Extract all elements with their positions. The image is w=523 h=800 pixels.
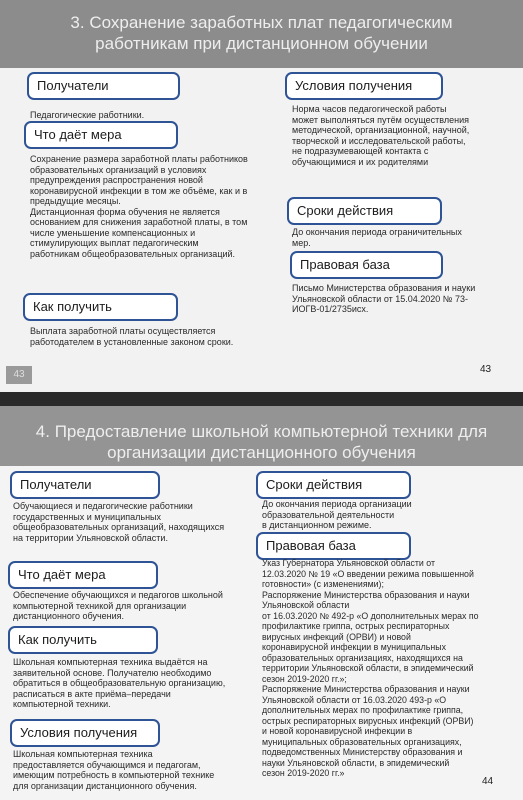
how-label: Как получить	[23, 293, 178, 321]
page-number: 44	[482, 776, 494, 787]
how-text: Выплата заработной платы осуществляется работодателем в установленные законом сроки.	[30, 326, 234, 347]
slide-title: 4. Предоставление школьной компьютерной техники для организации дистанционного обучения	[35, 422, 488, 462]
slide-divider	[0, 392, 523, 406]
recipients-text: Обучающиеся и педагогические работники государственных и муниципальных общеобразовательных организаций, находящихся на территории Ульяновской области.	[13, 501, 225, 543]
terms-text: До окончания периода ограничительных мер.	[292, 227, 462, 248]
page-number: 43	[480, 364, 492, 375]
conditions-text: Норма часов педагогической работы может выполняться путём осуществления методической, организационной, научной, творческой и исследовательской работы, не подразумевающей контакта с обучающимися и их родителями	[292, 104, 470, 167]
what-text: Обеспечение обучающихся и педагогов школьной компьютерной техникой для организации дистанционного обучения.	[13, 590, 223, 621]
slide-44	[0, 406, 523, 800]
conditions-label: Условия получения	[10, 719, 160, 747]
legal-label: Правовая база	[290, 251, 443, 279]
recipients-label: Получатели	[27, 72, 180, 100]
what-label: Что даёт мера	[8, 561, 158, 589]
what-text: Сохранение размера заработной платы работников образовательных организаций в условиях предупреждения распространения новой коронавирусной инфекции в том же объёме, как и в предыдущие месяцы. Дистанционная форма обучения не является основанием для снижения заработной платы, в том числе уменьшение компенсационных и стимулирующих выплат педагогическим работникам общеобразовательных организаций.	[30, 154, 248, 259]
legal-text: Письмо Министерства образования и науки Ульяновской области от 15.04.2020 № 73- ИОГВ-01/2735исх.	[292, 283, 476, 314]
terms-text: До окончания периода организации образовательной деятельности в дистанционном режиме.	[262, 499, 412, 530]
recipients-label: Получатели	[10, 471, 160, 499]
conditions-label: Условия получения	[285, 72, 443, 100]
how-text: Школьная компьютерная техника выдаётся на заявительной основе. Получателю необходимо обратиться в общеобразовательную организацию, расписаться в акте приёма–передачи компьютерной техники.	[13, 657, 226, 709]
how-label: Как получить	[8, 626, 158, 654]
terms-label: Сроки действия	[287, 197, 442, 225]
slide-43	[0, 0, 523, 392]
legal-label: Правовая база	[256, 532, 411, 560]
slide-badge: 43	[6, 366, 32, 384]
legal-text: Указ Губернатора Ульяновской области от 12.03.2020 № 19 «О введении режима повышенной готовности» (с изменениями); Распоряжение Министерства образования и науки Ульяновской области от 16.03.2020 № 492-р «О дополнительных мерах по профилактике гриппа, острых респираторных вирусных инфекций (ОРВИ) и новой коронавирусной инфекции в муниципальных образовательных организациях, находящихся на территории Ульяновской области, в эпидемический сезон 2019-2020 гг.»; Распоряжение Министерства образования и науки Ульяновской области от 16.03.2020 493-р «О дополнительных мерах по профилактике гриппа, острых респираторных вирусных инфекций (ОРВИ) и новой коронавирусной инфекции в муниципальных образовательных организациях, подведомственных Министерству образования и науки Ульяновской области, в эпидемический сезон 2019-2020 гг.»	[262, 558, 479, 778]
recipients-text: Педагогические работники.	[30, 110, 145, 120]
slide-title: 3. Сохранение заработных плат педагогическим работникам при дистанционном обучении	[70, 13, 453, 53]
conditions-text: Школьная компьютерная техника предоставляется обучающимся и педагогам, имеющим потребность в компьютерной технике для организации дистанционного обучения.	[13, 749, 215, 791]
what-label: Что даёт мера	[24, 121, 178, 149]
terms-label: Сроки действия	[256, 471, 411, 499]
